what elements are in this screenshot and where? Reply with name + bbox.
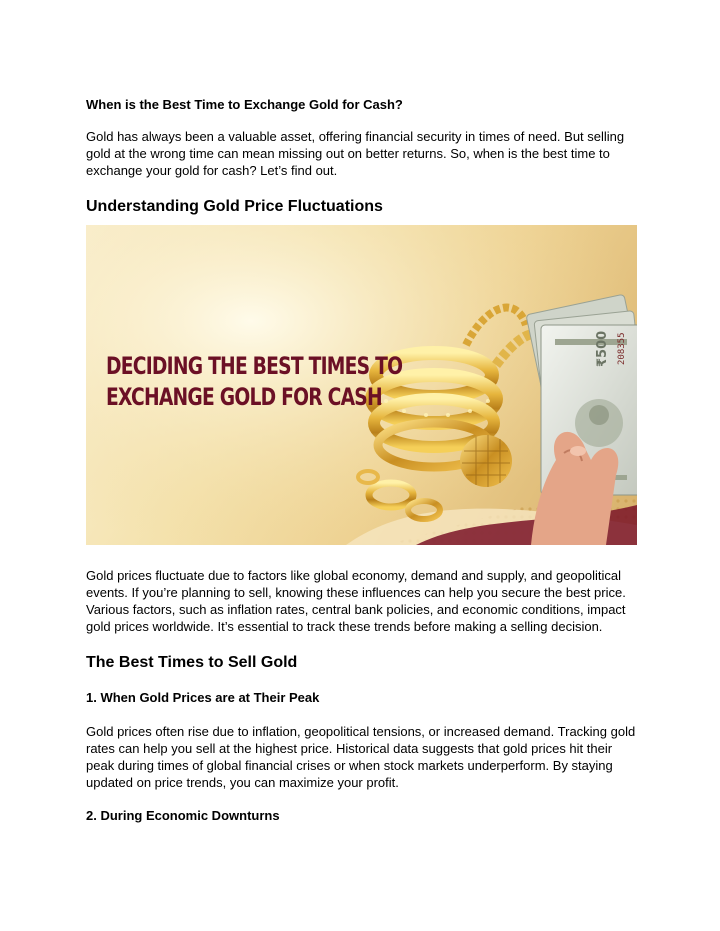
hero-image <box>86 225 637 545</box>
section-heading-price-fluctuations: Understanding Gold Price Fluctuations <box>86 198 383 215</box>
section-heading-best-times: The Best Times to Sell Gold <box>86 654 298 671</box>
banknote-numeral: ₹500 <box>595 330 610 367</box>
article-title: When is the Best Time to Exchange Gold for Cash? <box>86 97 403 112</box>
hero-headline <box>106 351 403 413</box>
hero-headline-line1: DECIDING THE BEST TIMES TO <box>106 352 403 380</box>
peak-prices-paragraph: Gold prices often rise due to inflation, geopolitical tensions, or increased demand. Tracking gold rates can help you sell at the highest price. Historical data suggests that gold prices hit their peak during times of global financial crises or when stock markets underperform. By staying updated on price trends, you can maximize your profit. <box>86 724 636 790</box>
hero-headline-line2: EXCHANGE GOLD FOR CASH <box>106 383 382 411</box>
intro-paragraph: Gold has always been a valuable asset, offering financial security in times of need. But selling gold at the wrong time can mean missing out on better returns. So, when is the best time to exchange your gold for cash? Let’s find out. <box>86 129 625 178</box>
banknote-serial: 208355 <box>617 332 627 365</box>
subheading-peak-prices: 1. When Gold Prices are at Their Peak <box>86 690 320 705</box>
article <box>86 96 638 841</box>
fluctuations-paragraph: Gold prices fluctuate due to factors like global economy, demand and supply, and geopolitical events. If you’re planning to sell, knowing these influences can help you secure the best price. Various factors, such as inflation rates, central bank policies, and economic conditions, impact gold prices worldwide. It’s essential to track these trends before making a selling decision. <box>86 568 626 634</box>
subheading-economic-downturns: 2. During Economic Downturns <box>86 808 280 823</box>
